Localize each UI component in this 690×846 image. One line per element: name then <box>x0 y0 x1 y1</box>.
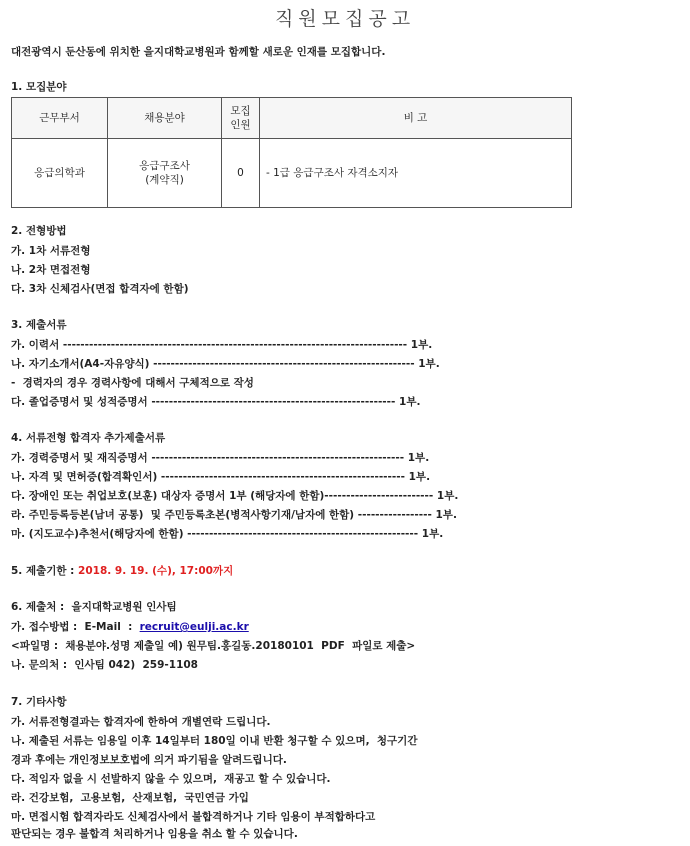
list-item: 라. 주민등록등본(남녀 공통) 및 주민등록초본(병적사항기재/남자에 한함) ----------------- 1부. <box>11 509 457 521</box>
section-7-heading: 7. 기타사항 <box>11 696 67 708</box>
list-item: 나. 문의처 : 인사팀 042) 259-1108 <box>11 659 198 671</box>
email-label: 가. 접수방법 : E-Mail : <box>11 621 140 633</box>
list-item: 나. 2차 면접전형 <box>11 264 91 276</box>
list-item: 경과 후에는 개인정보보호법에 의거 파기됨을 알려드립니다. <box>11 754 287 766</box>
section-6-heading: 6. 제출처 : 을지대학교병원 인사팀 <box>11 601 177 613</box>
list-item: 가. 서류전형결과는 합격자에 한하여 개별연락 드립니다. <box>11 716 271 728</box>
list-item: - 경력자의 경우 경력사항에 대해서 구체적으로 작성 <box>11 377 254 389</box>
list-item: 다. 장애인 또는 취업보호(보훈) 대상자 증명서 1부 (해당자에 한함)------------------------- 1부. <box>11 490 459 502</box>
table-row <box>12 139 572 208</box>
list-item: <파일명 : 채용분야.성명 제출일 예) 원무팀.홍길동.20180101 PDF 파일로 제출> <box>11 640 416 652</box>
header-count <box>222 98 260 139</box>
list-item: 다. 3차 신체검사(면접 합격자에 한함) <box>11 283 189 295</box>
list-item: 마. 면접시험 합격자라도 신체검사에서 불합격하거나 기타 임용이 부적합하다고 <box>11 811 376 823</box>
cell-field-line2: (계약직) <box>145 174 184 186</box>
header-dept: 근무부서 <box>12 98 108 139</box>
list-item: 가. 경력증명서 및 재직증명서 ---------------------------------------------------------- 1부. <box>11 452 430 464</box>
section-5-deadline <box>11 564 233 578</box>
cell-field <box>108 139 222 208</box>
section-2-heading: 2. 전형방법 <box>11 225 67 237</box>
section-1-heading: 1. 모집분야 <box>11 81 67 93</box>
section-4-heading: 4. 서류전형 합격자 추가제출서류 <box>11 432 166 444</box>
table-header-row <box>12 98 572 139</box>
section-3-heading: 3. 제출서류 <box>11 319 67 331</box>
cell-dept: 응급의학과 <box>12 139 108 208</box>
deadline-value: 2018. 9. 19. (수), 17:00까지 <box>78 565 234 577</box>
page-title: 직원모집공고 <box>274 8 416 30</box>
email-link[interactable]: recruit@eulji.ac.kr <box>139 621 249 633</box>
cell-note: - 1급 응급구조사 자격소지자 <box>260 139 572 208</box>
list-item: 나. 제출된 서류는 임용일 이후 14일부터 180일 이내 반환 청구할 수 있으며, 청구기간 <box>11 735 418 747</box>
list-item: 판단되는 경우 불합격 처리하거나 임용을 취소 할 수 있습니다. <box>11 828 298 840</box>
header-count-line1: 모집 <box>230 105 251 117</box>
list-item: 라. 건강보험, 고용보험, 산재보험, 국민연금 가입 <box>11 792 249 804</box>
deadline-label: 5. 제출기한 : <box>11 565 79 577</box>
cell-count: 0 <box>222 139 260 208</box>
list-item: 나. 자기소개서(A4-자유양식) ------------------------------------------------------------ 1부. <box>11 358 440 370</box>
list-item: 다. 졸업증명서 및 성적증명서 -------------------------------------------------------- 1부. <box>11 396 421 408</box>
header-count-line2: 인원 <box>230 119 251 131</box>
list-item: 다. 적임자 없을 시 선발하지 않을 수 있으며, 재공고 할 수 있습니다. <box>11 773 331 785</box>
list-item: 가. 이력서 ------------------------------------------------------------------------------- 1부. <box>11 339 433 351</box>
header-field: 채용분야 <box>108 98 222 139</box>
header-note: 비 고 <box>260 98 572 139</box>
list-item: 가. 1차 서류전형 <box>11 245 91 257</box>
list-item <box>11 620 249 634</box>
cell-field-line1: 응급구조사 <box>139 160 190 172</box>
intro-text: 대전광역시 둔산동에 위치한 을지대학교병원과 함께할 새로운 인재를 모집합니다. <box>11 46 386 58</box>
list-item: 마. (지도교수)추천서(해당자에 한함) ----------------------------------------------------- 1부. <box>11 528 444 540</box>
list-item: 나. 자격 및 면허증(합격확인서) -------------------------------------------------------- 1부. <box>11 471 431 483</box>
recruitment-table <box>11 97 572 208</box>
